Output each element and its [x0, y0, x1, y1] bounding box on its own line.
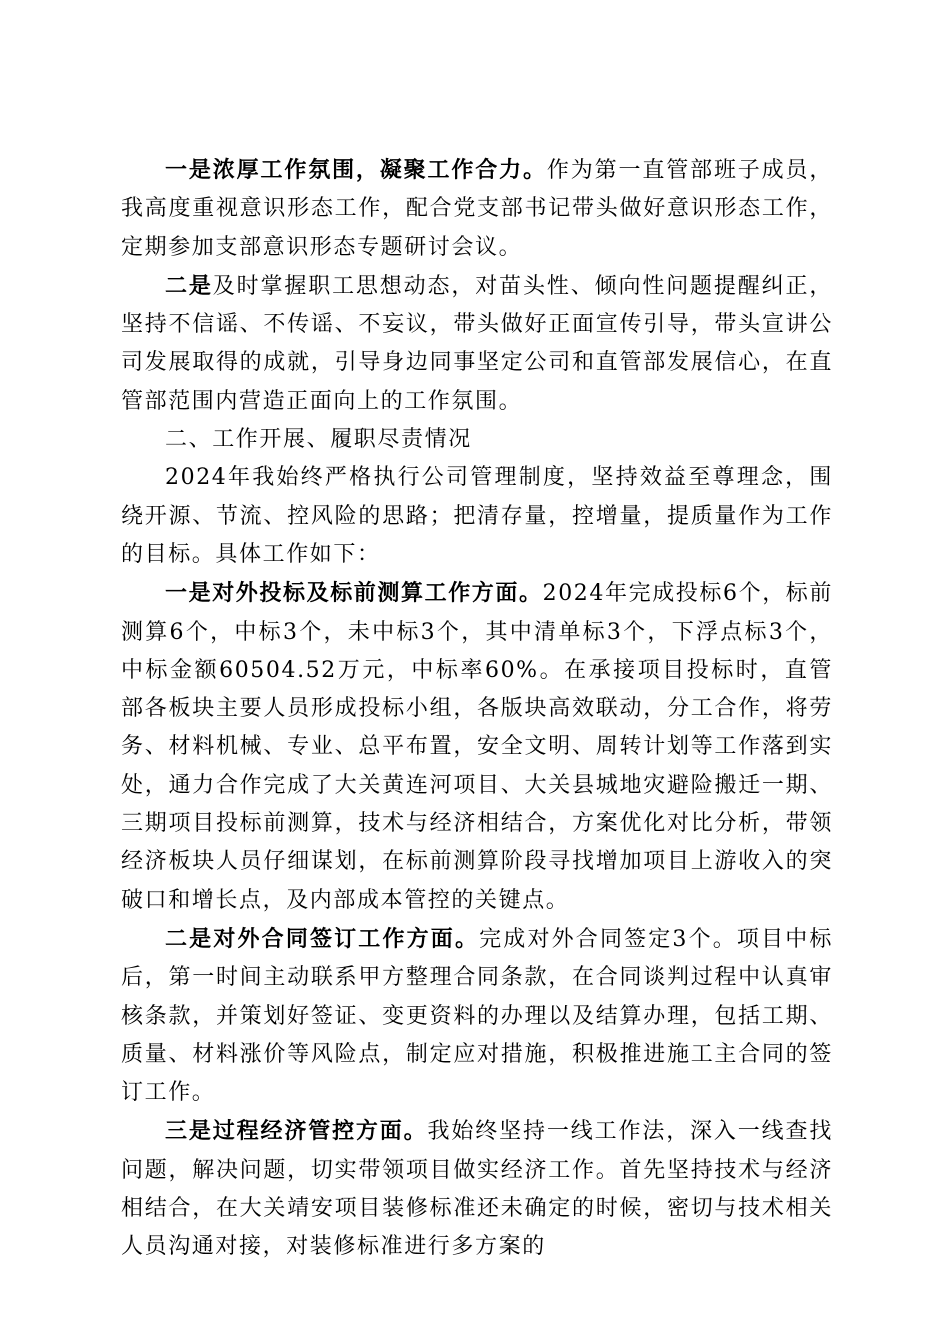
paragraph-intro: 2024年我始终严格执行公司管理制度，坚持效益至尊理念，围绕开源、节流、控风险的思路；把清存量，控增量，提质量作为工作的目标。具体工作如下： [121, 465, 833, 567]
paragraph-lead: 三是过程经济管控方面。 [165, 1118, 428, 1145]
paragraph-text: 2024年完成投标6个，标前测算6个，中标3个，未中标3个，其中清单标3个，下浮点标3个，中标金额60504.52万元，中标率60%。在承接项目投标时，直管部各板块主要人员形成投标小组，各版块高效联动，分工合作，将劳务、材料机械、专业、总平布置，安全文明、周转计划等工作落到实处，通力合作完成了大关黄连河项目、大关县城地灾避险搬迁一期、三期项目投标前测算，技术与经济相结合，方案优化对比分析，带领经济板块人员仔细谋划，在标前测算阶段寻找增加项目上游收入的突破口和增长点，及内部成本管控的关键点。 [121, 581, 833, 913]
paragraph-text: 作为第一直管部班子成员，我高度重视意识形态工作，配合党支部书记带头做好意识形态工作，定期参加支部意识形态专题研讨会议。 [121, 158, 834, 260]
section-heading: 二、工作开展、履职尽责情况 [165, 427, 472, 453]
paragraph-bidding [121, 574, 833, 920]
paragraph-text: 及时掌握职工思想动态，对苗头性、倾向性问题提醒纠正，坚持不信谣、不传谣、不妄议，带头做好正面宣传引导，带头宣讲公司发展取得的成就，引导身边同事坚定公司和直管部发展信心，在直管部范围内营造正面向上的工作氛围。 [121, 273, 833, 414]
paragraph-lead: 二是对外合同签订工作方面。 [165, 925, 480, 952]
paragraph-ideology [121, 267, 833, 421]
document-body [121, 151, 833, 1267]
paragraph-lead: 一是对外投标及标前测算工作方面。 [165, 580, 543, 607]
paragraph-text: 我始终坚持一线工作法，深入一线查找问题，解决问题，切实带领项目做实经济工作。首先坚持技术与经济相结合，在大关靖安项目装修标准还未确定的时候，密切与技术相关人员沟通对接，对装修标准进行多方案的 [121, 1119, 833, 1260]
paragraph-lead: 一是浓厚工作氛围，凝聚工作合力。 [165, 157, 547, 183]
paragraph-text: 完成对外合同签定3个。项目中标后，第一时间主动联系甲方整理合同条款，在合同谈判过程中认真审核条款，并策划好签证、变更资料的办理以及结算办理，包括工期、质量、材料涨价等风险点，制定应对措施，积极推进施工主合同的签订工作。 [121, 926, 833, 1106]
paragraph-atmosphere [121, 151, 833, 267]
paragraph-cost-control [121, 1112, 833, 1266]
paragraph-lead: 二是 [165, 272, 213, 299]
paragraph-contracts [121, 920, 833, 1112]
